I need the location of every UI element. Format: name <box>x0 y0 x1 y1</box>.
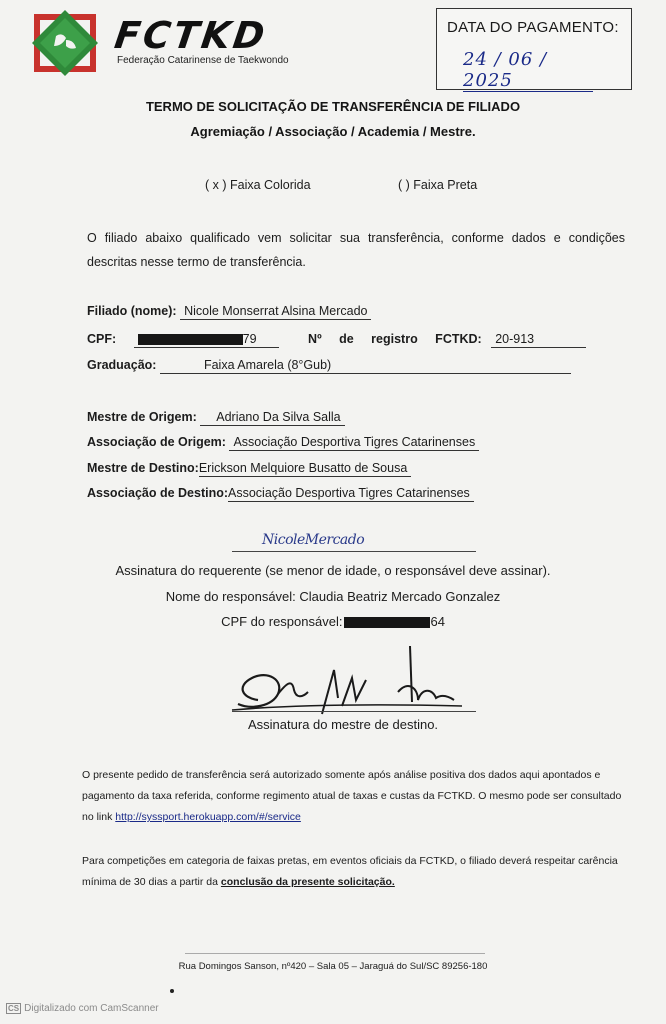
footer-divider <box>185 953 485 954</box>
field-label: Nº de registro FCTKD: <box>308 332 482 346</box>
brand-subtitle: Federação Catarinense de Taekwondo <box>117 55 289 66</box>
field-value: 79 <box>134 332 279 348</box>
responsible-cpf-line <box>0 614 666 629</box>
brand-name: FCTKD <box>111 14 271 57</box>
field-value: Faixa Amarela (8°Gub) <box>160 358 571 374</box>
redaction-bar <box>344 617 430 628</box>
requester-signature-caption: Assinatura do requerente (se menor de idade, o responsável deve assinar). <box>115 563 551 578</box>
field-label: Associação de Origem: <box>87 435 226 449</box>
payment-date-label: DATA DO PAGAMENTO: <box>447 19 619 36</box>
responsible-cpf-label: CPF do responsável: <box>221 614 343 629</box>
responsible-cpf-suffix: 64 <box>430 614 445 629</box>
requester-signature-line <box>232 551 476 552</box>
field-value: Associação Desportiva Tigres Catarinenses <box>229 435 479 451</box>
field-associacao-destino <box>87 486 474 500</box>
document-subtitle: Agremiação / Associação / Academia / Mestre. <box>190 124 476 139</box>
payment-date-box <box>436 8 632 90</box>
option-faixa-preta: ( ) Faixa Preta <box>398 178 478 192</box>
camscanner-icon: CS <box>8 1004 20 1013</box>
authorization-paragraph: O presente pedido de transferência será autorizado somente após análise positiva dos dados aqui apontados e pagamento da taxa referida, conforme regimento atual de taxas e custas da FCTKD. O mesmo pode ser consultado no link http://syssport.herokuapp.com/#/service <box>82 769 622 823</box>
field-value: Erickson Melquiore Busatto de Sousa <box>199 461 411 477</box>
field-label: Associação de Destino: <box>87 486 229 500</box>
field-associacao-origem <box>87 435 479 449</box>
field-value: 20-913 <box>491 332 586 348</box>
fctkd-logo <box>32 10 98 76</box>
field-cpf-registro <box>87 332 627 346</box>
master-signature-line <box>232 711 476 712</box>
footer-address: Rua Domingos Sanson, nº420 – Sala 05 – Jaraguá do Sul/SC 89256-180 <box>178 961 488 972</box>
field-mestre-origem <box>87 410 345 424</box>
redaction-bar <box>138 334 243 345</box>
responsible-name-line <box>0 589 666 604</box>
requester-signature: NicoleMercado <box>262 532 365 548</box>
field-label: CPF: <box>87 332 117 346</box>
field-label: Mestre de Origem: <box>87 410 197 424</box>
option-faixa-colorida: ( x ) Faixa Colorida <box>205 178 311 192</box>
competition-paragraph: Para competições em categoria de faixas pretas, em eventos oficiais da FCTKD, o filiado deverá respeitar carência mínima de 30 dias a partir da conclusão da presente solicitação. <box>82 855 618 888</box>
field-mestre-destino <box>87 461 411 475</box>
scan-speck <box>170 989 174 993</box>
intro-paragraph: O filiado abaixo qualificado vem solicitar sua transferência, conforme dados e condições descritas nesse termo de transferência. <box>87 231 625 269</box>
field-label: Mestre de Destino: <box>87 461 199 475</box>
master-signature-caption: Assinatura do mestre de destino. <box>248 717 439 732</box>
payment-date-value: 24 / 06 / 2025 <box>463 49 593 92</box>
field-filiado <box>87 304 371 318</box>
document-title: TERMO DE SOLICITAÇÃO DE TRANSFERÊNCIA DE FILIADO <box>145 99 521 114</box>
field-value: Associação Desportiva Tigres Catarinenses <box>228 486 474 502</box>
field-label: Filiado (nome): <box>87 304 177 318</box>
field-label: Graduação: <box>87 358 157 372</box>
responsible-name-value: Claudia Beatriz Mercado Gonzalez <box>299 589 501 604</box>
responsible-name-label: Nome do responsável: <box>165 589 296 604</box>
service-link[interactable]: http://syssport.herokuapp.com/#/service <box>115 811 301 823</box>
field-graduacao <box>87 358 571 372</box>
scanner-watermark: CS Digitalizado com CamScanner <box>8 1003 159 1014</box>
conclusion-emphasis: conclusão da presente solicitação. <box>220 876 395 888</box>
field-value: Nicole Monserrat Alsina Mercado <box>180 304 371 320</box>
field-value: Adriano Da Silva Salla <box>200 410 344 426</box>
